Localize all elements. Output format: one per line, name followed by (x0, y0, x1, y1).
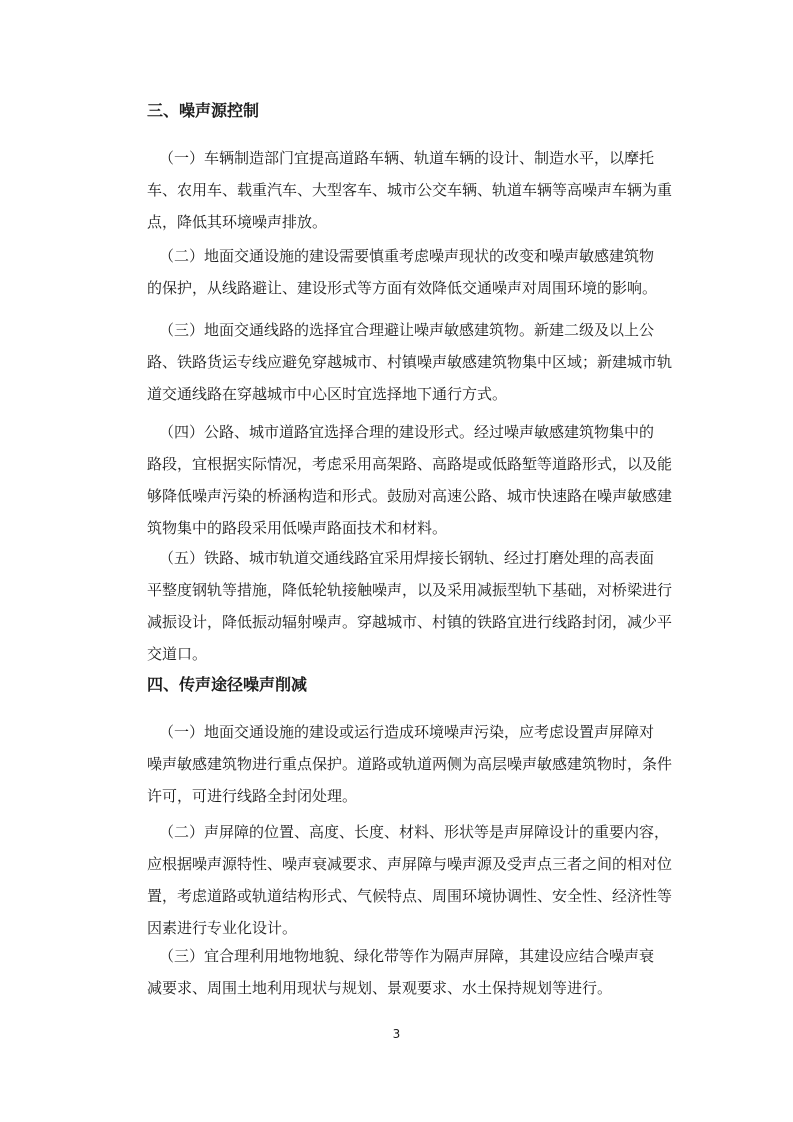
paragraph-line: 路、铁路货运专线应避免穿越城市、村镇噪声敏感建筑物集中区域；新建城市轨 (147, 353, 673, 371)
paragraph-line: 筑物集中的路段采用低噪声路面技术和材料。 (147, 519, 448, 537)
paragraph-line: （二）地面交通设施的建设需要慎重考虑噪声现状的改变和噪声敏感建筑物 (159, 247, 655, 265)
paragraph-line: 减振设计，降低振动辐射噪声。穿越城市、村镇的铁路宜进行线路封闭，减少平 (147, 613, 673, 631)
paragraph-line: （一）地面交通设施的建设或运行造成环境噪声污染，应考虑设置声屏障对 (159, 723, 655, 741)
paragraph-line: 点，降低其环境噪声排放。 (147, 213, 328, 231)
paragraph-line: 噪声敏感建筑物进行重点保护。道路或轨道两侧为高层噪声敏感建筑物时，条件 (147, 755, 673, 773)
paragraph-line: 许可，可进行线路全封闭处理。 (147, 787, 358, 805)
paragraph-line: 应根据噪声源特性、噪声衰减要求、声屏障与噪声源及受声点三者之间的相对位 (147, 855, 673, 873)
paragraph-line: 平整度钢轨等措施，降低轮轨接触噪声，以及采用减振型轨下基础，对桥梁进行 (147, 581, 673, 599)
paragraph-line: （四）公路、城市道路宜选择合理的建设形式。经过噪声敏感建筑物集中的 (159, 423, 655, 441)
paragraph-line: （二）声屏障的位置、高度、长度、材料、形状等是声屏障设计的重要内容， (159, 823, 670, 841)
paragraph-line: 因素进行专业化设计。 (147, 919, 298, 937)
paragraph-3-3 (147, 314, 687, 410)
paragraph-line: 路段，宜根据实际情况，考虑采用高架路、高路堤或低路堑等道路形式，以及能 (147, 455, 673, 473)
paragraph-3-1 (147, 142, 687, 238)
paragraph-line: 减要求、周围土地利用现状与规划、景观要求、水土保持规划等进行。 (147, 979, 613, 997)
paragraph-line: 道交通线路在穿越城市中心区时宜选择地下通行方式。 (147, 385, 508, 403)
paragraph-3-2 (147, 240, 687, 304)
paragraph-line: 够降低噪声污染的桥涵构造和形式。鼓励对高速公路、城市快速路在噪声敏感建 (147, 487, 673, 505)
paragraph-3-5 (147, 542, 687, 670)
paragraph-line: 交道口。 (147, 645, 208, 663)
paragraph-line: 的保护，从线路避让、建设形式等方面有效降低交通噪声对周围环境的影响。 (147, 279, 658, 297)
paragraph-4-2 (147, 816, 687, 944)
page-number: 3 (392, 1027, 401, 1041)
paragraph-line: （三）宜合理利用地物地貌、绿化带等作为隔声屏障，其建设应结合噪声衰 (159, 947, 655, 965)
paragraph-line: （一）车辆制造部门宜提高道路车辆、轨道车辆的设计、制造水平，以摩托 (159, 149, 655, 167)
section-heading-4: 四、传声途径噪声削减 (147, 675, 308, 694)
paragraph-4-1 (147, 716, 687, 812)
paragraph-line: 置，考虑道路或轨道结构形式、气候特点、周围环境协调性、安全性、经济性等 (147, 887, 673, 905)
paragraph-line: （五）铁路、城市轨道交通线路宜采用焊接长钢轨、经过打磨处理的高表面 (159, 549, 655, 567)
paragraph-line: 车、农用车、载重汽车、大型客车、城市公交车辆、轨道车辆等高噪声车辆为重 (147, 181, 673, 199)
paragraph-3-4 (147, 416, 687, 544)
paragraph-line: （三）地面交通线路的选择宜合理避让噪声敏感建筑物。新建二级及以上公 (159, 321, 655, 339)
paragraph-4-3 (147, 940, 687, 1004)
section-heading-3: 三、噪声源控制 (147, 101, 260, 120)
